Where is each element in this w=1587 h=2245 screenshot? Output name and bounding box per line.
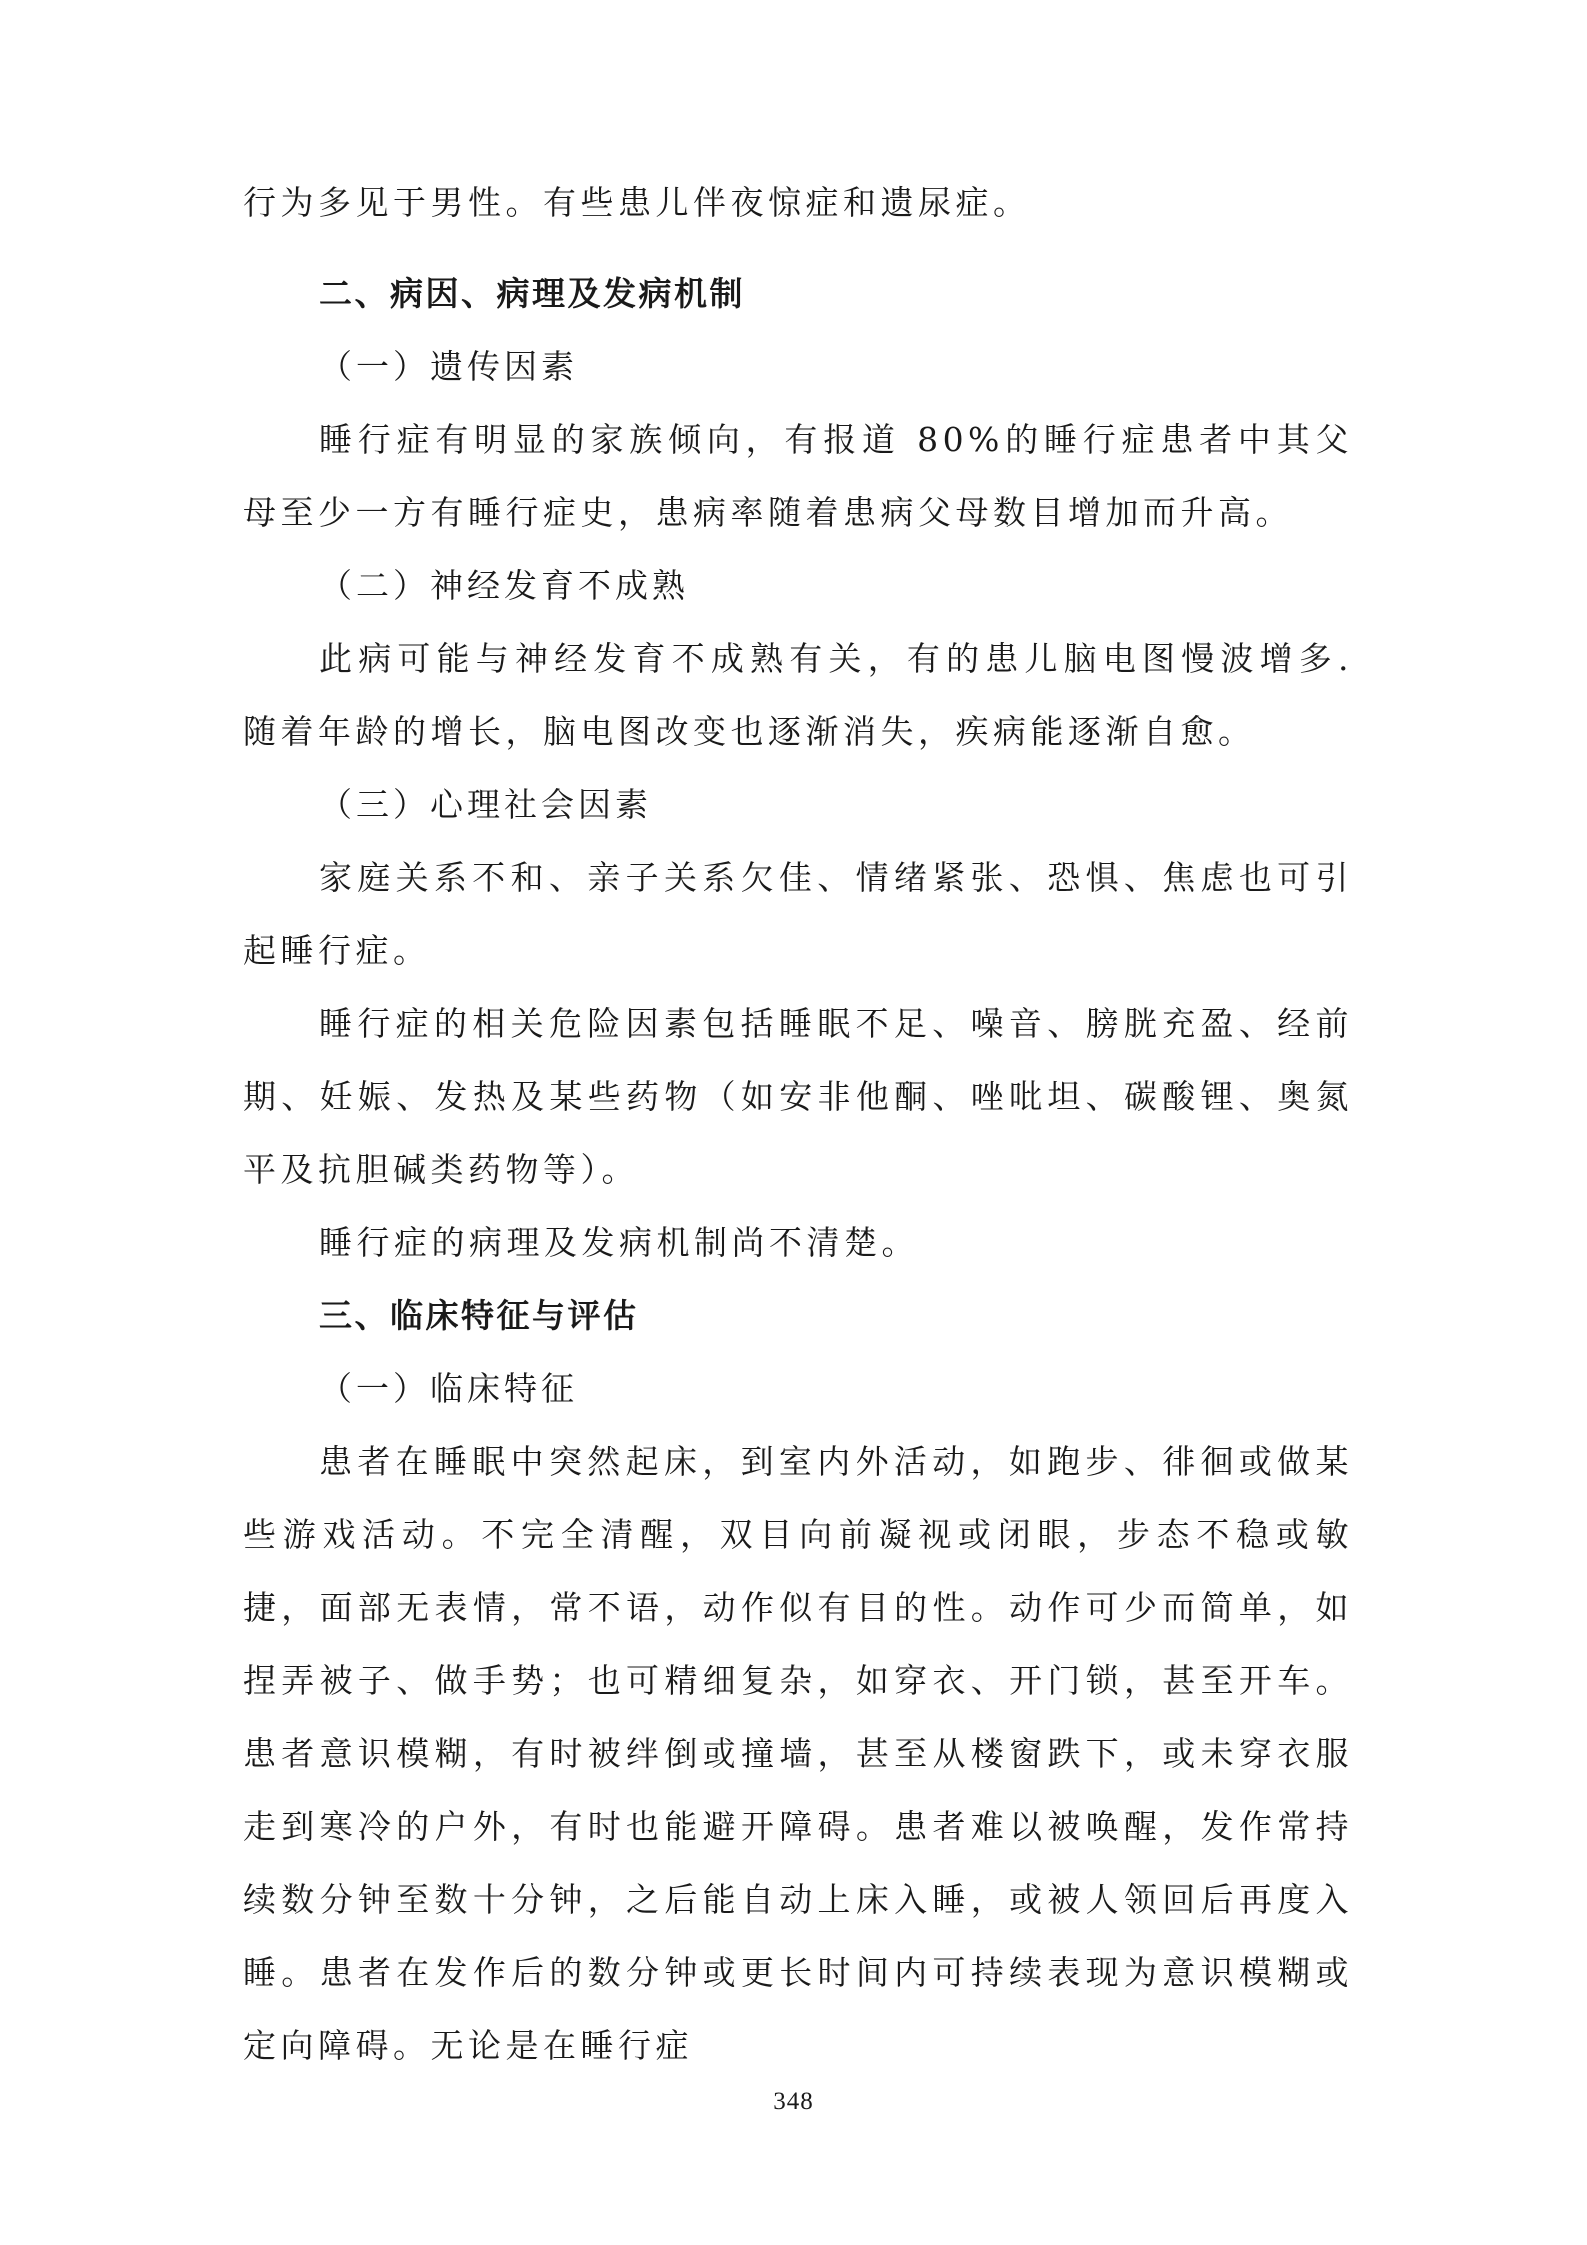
paragraph-genetic-factors: 睡行症有明显的家族倾向，有报道 80%的睡行症患者中其父母至少一方有睡行症史，患病率随着患病父母数目增加而升高。 (243, 420, 1353, 532)
section-heading-clinical-features: 三、临床特征与评估 (319, 1296, 639, 1335)
page-number: 348 (773, 2088, 814, 2115)
paragraph-pathology-unclear: 睡行症的病理及发病机制尚不清楚。 (319, 1223, 919, 1262)
subheading-genetic-factors: （一）遗传因素 (319, 347, 578, 386)
subheading-clinical-features: （一）临床特征 (319, 1369, 578, 1408)
paragraph-continuation: 行为多见于男性。有些患儿伴夜惊症和遗尿症。 (243, 183, 1031, 222)
subheading-neurodevelopment: （二）神经发育不成熟 (319, 566, 689, 605)
section-heading-etiology: 二、病因、病理及发病机制 (319, 274, 745, 313)
subheading-psychosocial-factors: （三）心理社会因素 (319, 785, 652, 824)
paragraph-neurodevelopment: 此病可能与神经发育不成熟有关，有的患儿脑电图慢波增多. 随着年龄的增长，脑电图改变也逐渐消失，疾病能逐渐自愈。 (243, 639, 1353, 751)
paragraph-clinical-features: 患者在睡眠中突然起床，到室内外活动，如跑步、徘徊或做某些游戏活动。不完全清醒，双目向前凝视或闭眼，步态不稳或敏捷，面部无表情，常不语，动作似有目的性。动作可少而简单，如捏弄被子、做手势；也可精细复杂，如穿衣、开门锁，甚至开车。患者意识模糊，有时被绊倒或撞墙，甚至从楼窗跌下，或未穿衣服走到寒冷的户外，有时也能避开障碍。患者难以被唤醒，发作常持续数分钟至数十分钟，之后能自动上床入睡，或被人领回后再度入睡。患者在发作后的数分钟或更长时间内可持续表现为意识模糊或定向障碍。无论是在睡行症 (243, 1442, 1353, 2065)
paragraph-psychosocial-factors: 家庭关系不和、亲子关系欠佳、情绪紧张、恐惧、焦虑也可引起睡行症。 (243, 858, 1353, 970)
paragraph-risk-factors: 睡行症的相关危险因素包括睡眠不足、噪音、膀胱充盈、经前期、妊娠、发热及某些药物（如安非他酮、唑吡坦、碳酸锂、奥氮平及抗胆碱类药物等）。 (243, 1004, 1353, 1189)
